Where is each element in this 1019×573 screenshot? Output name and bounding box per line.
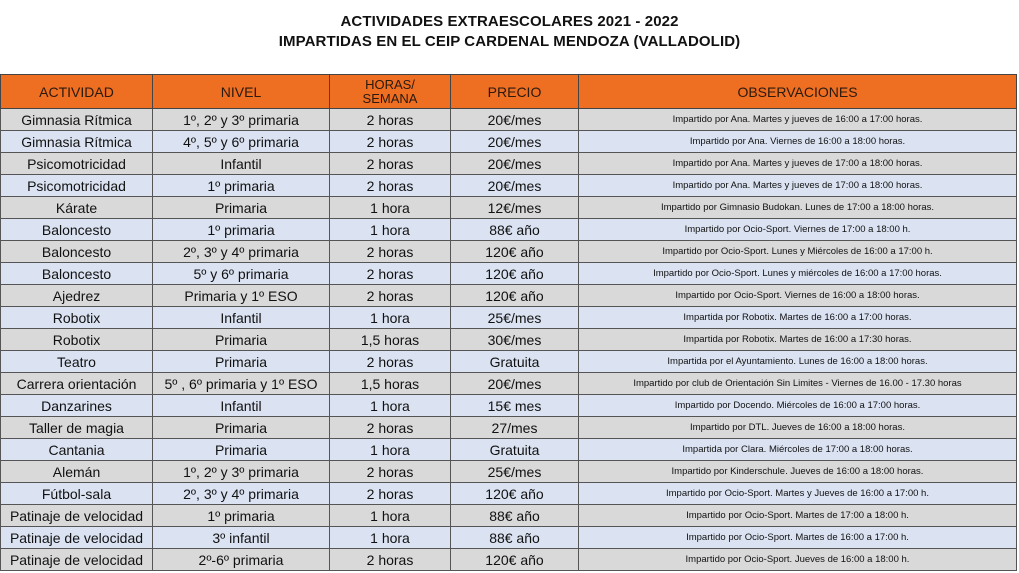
- cell-horas: 1,5 horas: [330, 373, 451, 395]
- table-header-row: [1, 75, 1017, 109]
- cell-precio: 88€ año: [451, 505, 579, 527]
- header-horas: [330, 75, 451, 109]
- cell-horas: 1 hora: [330, 307, 451, 329]
- cell-observaciones: Impartido por Ocio-Sport. Viernes de 16:00 a 18:00 horas.: [579, 285, 1017, 307]
- cell-horas: 1 hora: [330, 197, 451, 219]
- table-row: [1, 131, 1017, 153]
- table-row: [1, 153, 1017, 175]
- cell-precio: 20€/mes: [451, 175, 579, 197]
- cell-actividad: Psicomotricidad: [1, 175, 153, 197]
- cell-observaciones: Impartida por Robotix. Martes de 16:00 a 17:30 horas.: [579, 329, 1017, 351]
- table-row: [1, 175, 1017, 197]
- cell-nivel: 1º, 2º y 3º primaria: [153, 109, 330, 131]
- table-row: [1, 505, 1017, 527]
- cell-horas: 1 hora: [330, 395, 451, 417]
- cell-actividad: Gimnasia Rítmica: [1, 131, 153, 153]
- cell-precio: 88€ año: [451, 527, 579, 549]
- cell-horas: 2 horas: [330, 131, 451, 153]
- table-row: [1, 263, 1017, 285]
- cell-horas: 2 horas: [330, 175, 451, 197]
- cell-horas: 1 hora: [330, 439, 451, 461]
- cell-precio: 88€ año: [451, 219, 579, 241]
- cell-precio: 12€/mes: [451, 197, 579, 219]
- cell-horas: 2 horas: [330, 461, 451, 483]
- cell-observaciones: Impartida por Robotix. Martes de 16:00 a 17:00 horas.: [579, 307, 1017, 329]
- cell-nivel: Infantil: [153, 153, 330, 175]
- cell-nivel: Infantil: [153, 395, 330, 417]
- cell-precio: 120€ año: [451, 285, 579, 307]
- header-horas-line1: HORAS/: [365, 76, 415, 92]
- table-row: [1, 527, 1017, 549]
- cell-actividad: Baloncesto: [1, 219, 153, 241]
- cell-precio: Gratuita: [451, 351, 579, 373]
- cell-precio: 20€/mes: [451, 131, 579, 153]
- cell-precio: 20€/mes: [451, 373, 579, 395]
- table-row: [1, 307, 1017, 329]
- cell-precio: 30€/mes: [451, 329, 579, 351]
- cell-nivel: 1º primaria: [153, 219, 330, 241]
- cell-observaciones: Impartido por club de Orientación Sin Limites - Viernes de 16.00 - 17.30 horas: [579, 373, 1017, 395]
- cell-observaciones: Impartida por el Ayuntamiento. Lunes de 16:00 a 18:00 horas.: [579, 351, 1017, 373]
- cell-nivel: 3º infantil: [153, 527, 330, 549]
- table-row: [1, 439, 1017, 461]
- cell-horas: 2 horas: [330, 417, 451, 439]
- table-row: [1, 373, 1017, 395]
- cell-actividad: Alemán: [1, 461, 153, 483]
- cell-actividad: Taller de magia: [1, 417, 153, 439]
- cell-nivel: Primaria: [153, 417, 330, 439]
- table-row: [1, 197, 1017, 219]
- table-row: [1, 461, 1017, 483]
- cell-observaciones: Impartida por Clara. Miércoles de 17:00 a 18:00 horas.: [579, 439, 1017, 461]
- table-row: [1, 329, 1017, 351]
- table-row: [1, 395, 1017, 417]
- cell-nivel: Primaria: [153, 197, 330, 219]
- cell-precio: 27/mes: [451, 417, 579, 439]
- cell-precio: 20€/mes: [451, 109, 579, 131]
- header-actividad: ACTIVIDAD: [1, 75, 153, 109]
- cell-observaciones: Impartido por Ocio-Sport. Martes de 16:00 a 17:00 h.: [579, 527, 1017, 549]
- cell-actividad: Patinaje de velocidad: [1, 549, 153, 571]
- cell-observaciones: Impartido por Ocio-Sport. Martes y Jueves de 16:00 a 17:00 h.: [579, 483, 1017, 505]
- header-precio: PRECIO: [451, 75, 579, 109]
- cell-nivel: 5º y 6º primaria: [153, 263, 330, 285]
- cell-actividad: Danzarines: [1, 395, 153, 417]
- table-row: [1, 219, 1017, 241]
- cell-actividad: Patinaje de velocidad: [1, 527, 153, 549]
- cell-observaciones: Impartido por Ocio-Sport. Lunes y miércoles de 16:00 a 17:00 horas.: [579, 263, 1017, 285]
- cell-precio: 120€ año: [451, 549, 579, 571]
- cell-precio: 20€/mes: [451, 153, 579, 175]
- cell-actividad: Baloncesto: [1, 241, 153, 263]
- cell-precio: 120€ año: [451, 241, 579, 263]
- cell-horas: 2 horas: [330, 241, 451, 263]
- cell-observaciones: Impartido por Ocio-Sport. Viernes de 17:00 a 18:00 h.: [579, 219, 1017, 241]
- activities-table: [0, 74, 1017, 571]
- cell-nivel: 2º-6º primaria: [153, 549, 330, 571]
- cell-actividad: Patinaje de velocidad: [1, 505, 153, 527]
- cell-observaciones: Impartido por Ocio-Sport. Lunes y Miércoles de 16:00 a 17:00 h.: [579, 241, 1017, 263]
- cell-nivel: 2º, 3º y 4º primaria: [153, 241, 330, 263]
- cell-horas: 2 horas: [330, 263, 451, 285]
- cell-nivel: 1º primaria: [153, 175, 330, 197]
- cell-observaciones: Impartido por Ana. Martes y jueves de 17:00 a 18:00 horas.: [579, 153, 1017, 175]
- cell-actividad: Robotix: [1, 329, 153, 351]
- cell-observaciones: Impartido por Ocio-Sport. Martes de 17:00 a 18:00 h.: [579, 505, 1017, 527]
- cell-nivel: Infantil: [153, 307, 330, 329]
- cell-nivel: Primaria y 1º ESO: [153, 285, 330, 307]
- cell-horas: 1 hora: [330, 505, 451, 527]
- cell-observaciones: Impartido por Ocio-Sport. Jueves de 16:00 a 18:00 h.: [579, 549, 1017, 571]
- cell-precio: 120€ año: [451, 483, 579, 505]
- cell-observaciones: Impartido por Ana. Viernes de 16:00 a 18:00 horas.: [579, 131, 1017, 153]
- cell-actividad: Kárate: [1, 197, 153, 219]
- cell-actividad: Psicomotricidad: [1, 153, 153, 175]
- cell-nivel: 5º , 6º primaria y 1º ESO: [153, 373, 330, 395]
- title-line-2: IMPARTIDAS EN EL CEIP CARDENAL MENDOZA (VALLADOLID): [278, 33, 741, 50]
- table-body: [1, 109, 1017, 571]
- header-nivel: NIVEL: [153, 75, 330, 109]
- cell-actividad: Teatro: [1, 351, 153, 373]
- cell-horas: 2 horas: [330, 153, 451, 175]
- document-title: [0, 12, 1019, 52]
- cell-horas: 1 hora: [330, 527, 451, 549]
- cell-horas: 2 horas: [330, 285, 451, 307]
- cell-horas: 1 hora: [330, 219, 451, 241]
- cell-observaciones: Impartido por Docendo. Miércoles de 16:00 a 17:00 horas.: [579, 395, 1017, 417]
- cell-horas: 2 horas: [330, 549, 451, 571]
- cell-horas: 2 horas: [330, 483, 451, 505]
- cell-observaciones: Impartido por DTL. Jueves de 16:00 a 18:00 horas.: [579, 417, 1017, 439]
- cell-observaciones: Impartido por Ana. Martes y jueves de 16:00 a 17:00 horas.: [579, 109, 1017, 131]
- table-row: [1, 109, 1017, 131]
- cell-nivel: Primaria: [153, 329, 330, 351]
- cell-nivel: Primaria: [153, 351, 330, 373]
- cell-actividad: Baloncesto: [1, 263, 153, 285]
- cell-precio: 15€ mes: [451, 395, 579, 417]
- cell-precio: Gratuita: [451, 439, 579, 461]
- cell-horas: 2 horas: [330, 351, 451, 373]
- cell-nivel: 4º, 5º y 6º primaria: [153, 131, 330, 153]
- table-row: [1, 417, 1017, 439]
- table-row: [1, 549, 1017, 571]
- title-line-1: ACTIVIDADES EXTRAESCOLARES 2021 - 2022: [340, 13, 679, 30]
- cell-actividad: Robotix: [1, 307, 153, 329]
- header-observaciones: OBSERVACIONES: [579, 75, 1017, 109]
- cell-observaciones: Impartido por Ana. Martes y jueves de 17:00 a 18:00 horas.: [579, 175, 1017, 197]
- table-row: [1, 483, 1017, 505]
- cell-actividad: Fútbol-sala: [1, 483, 153, 505]
- cell-precio: 120€ año: [451, 263, 579, 285]
- cell-precio: 25€/mes: [451, 307, 579, 329]
- cell-nivel: 1º primaria: [153, 505, 330, 527]
- cell-nivel: 2º, 3º y 4º primaria: [153, 483, 330, 505]
- table-row: [1, 285, 1017, 307]
- cell-actividad: Gimnasia Rítmica: [1, 109, 153, 131]
- cell-actividad: Ajedrez: [1, 285, 153, 307]
- cell-horas: 2 horas: [330, 109, 451, 131]
- cell-actividad: Cantania: [1, 439, 153, 461]
- cell-precio: 25€/mes: [451, 461, 579, 483]
- cell-observaciones: Impartido por Gimnasio Budokan. Lunes de 17:00 a 18:00 horas.: [579, 197, 1017, 219]
- cell-nivel: 1º, 2º y 3º primaria: [153, 461, 330, 483]
- table-row: [1, 241, 1017, 263]
- table-row: [1, 351, 1017, 373]
- cell-horas: 1,5 horas: [330, 329, 451, 351]
- cell-nivel: Primaria: [153, 439, 330, 461]
- cell-observaciones: Impartido por Kinderschule. Jueves de 16:00 a 18:00 horas.: [579, 461, 1017, 483]
- cell-actividad: Carrera orientación: [1, 373, 153, 395]
- header-horas-line2: SEMANA: [362, 90, 418, 106]
